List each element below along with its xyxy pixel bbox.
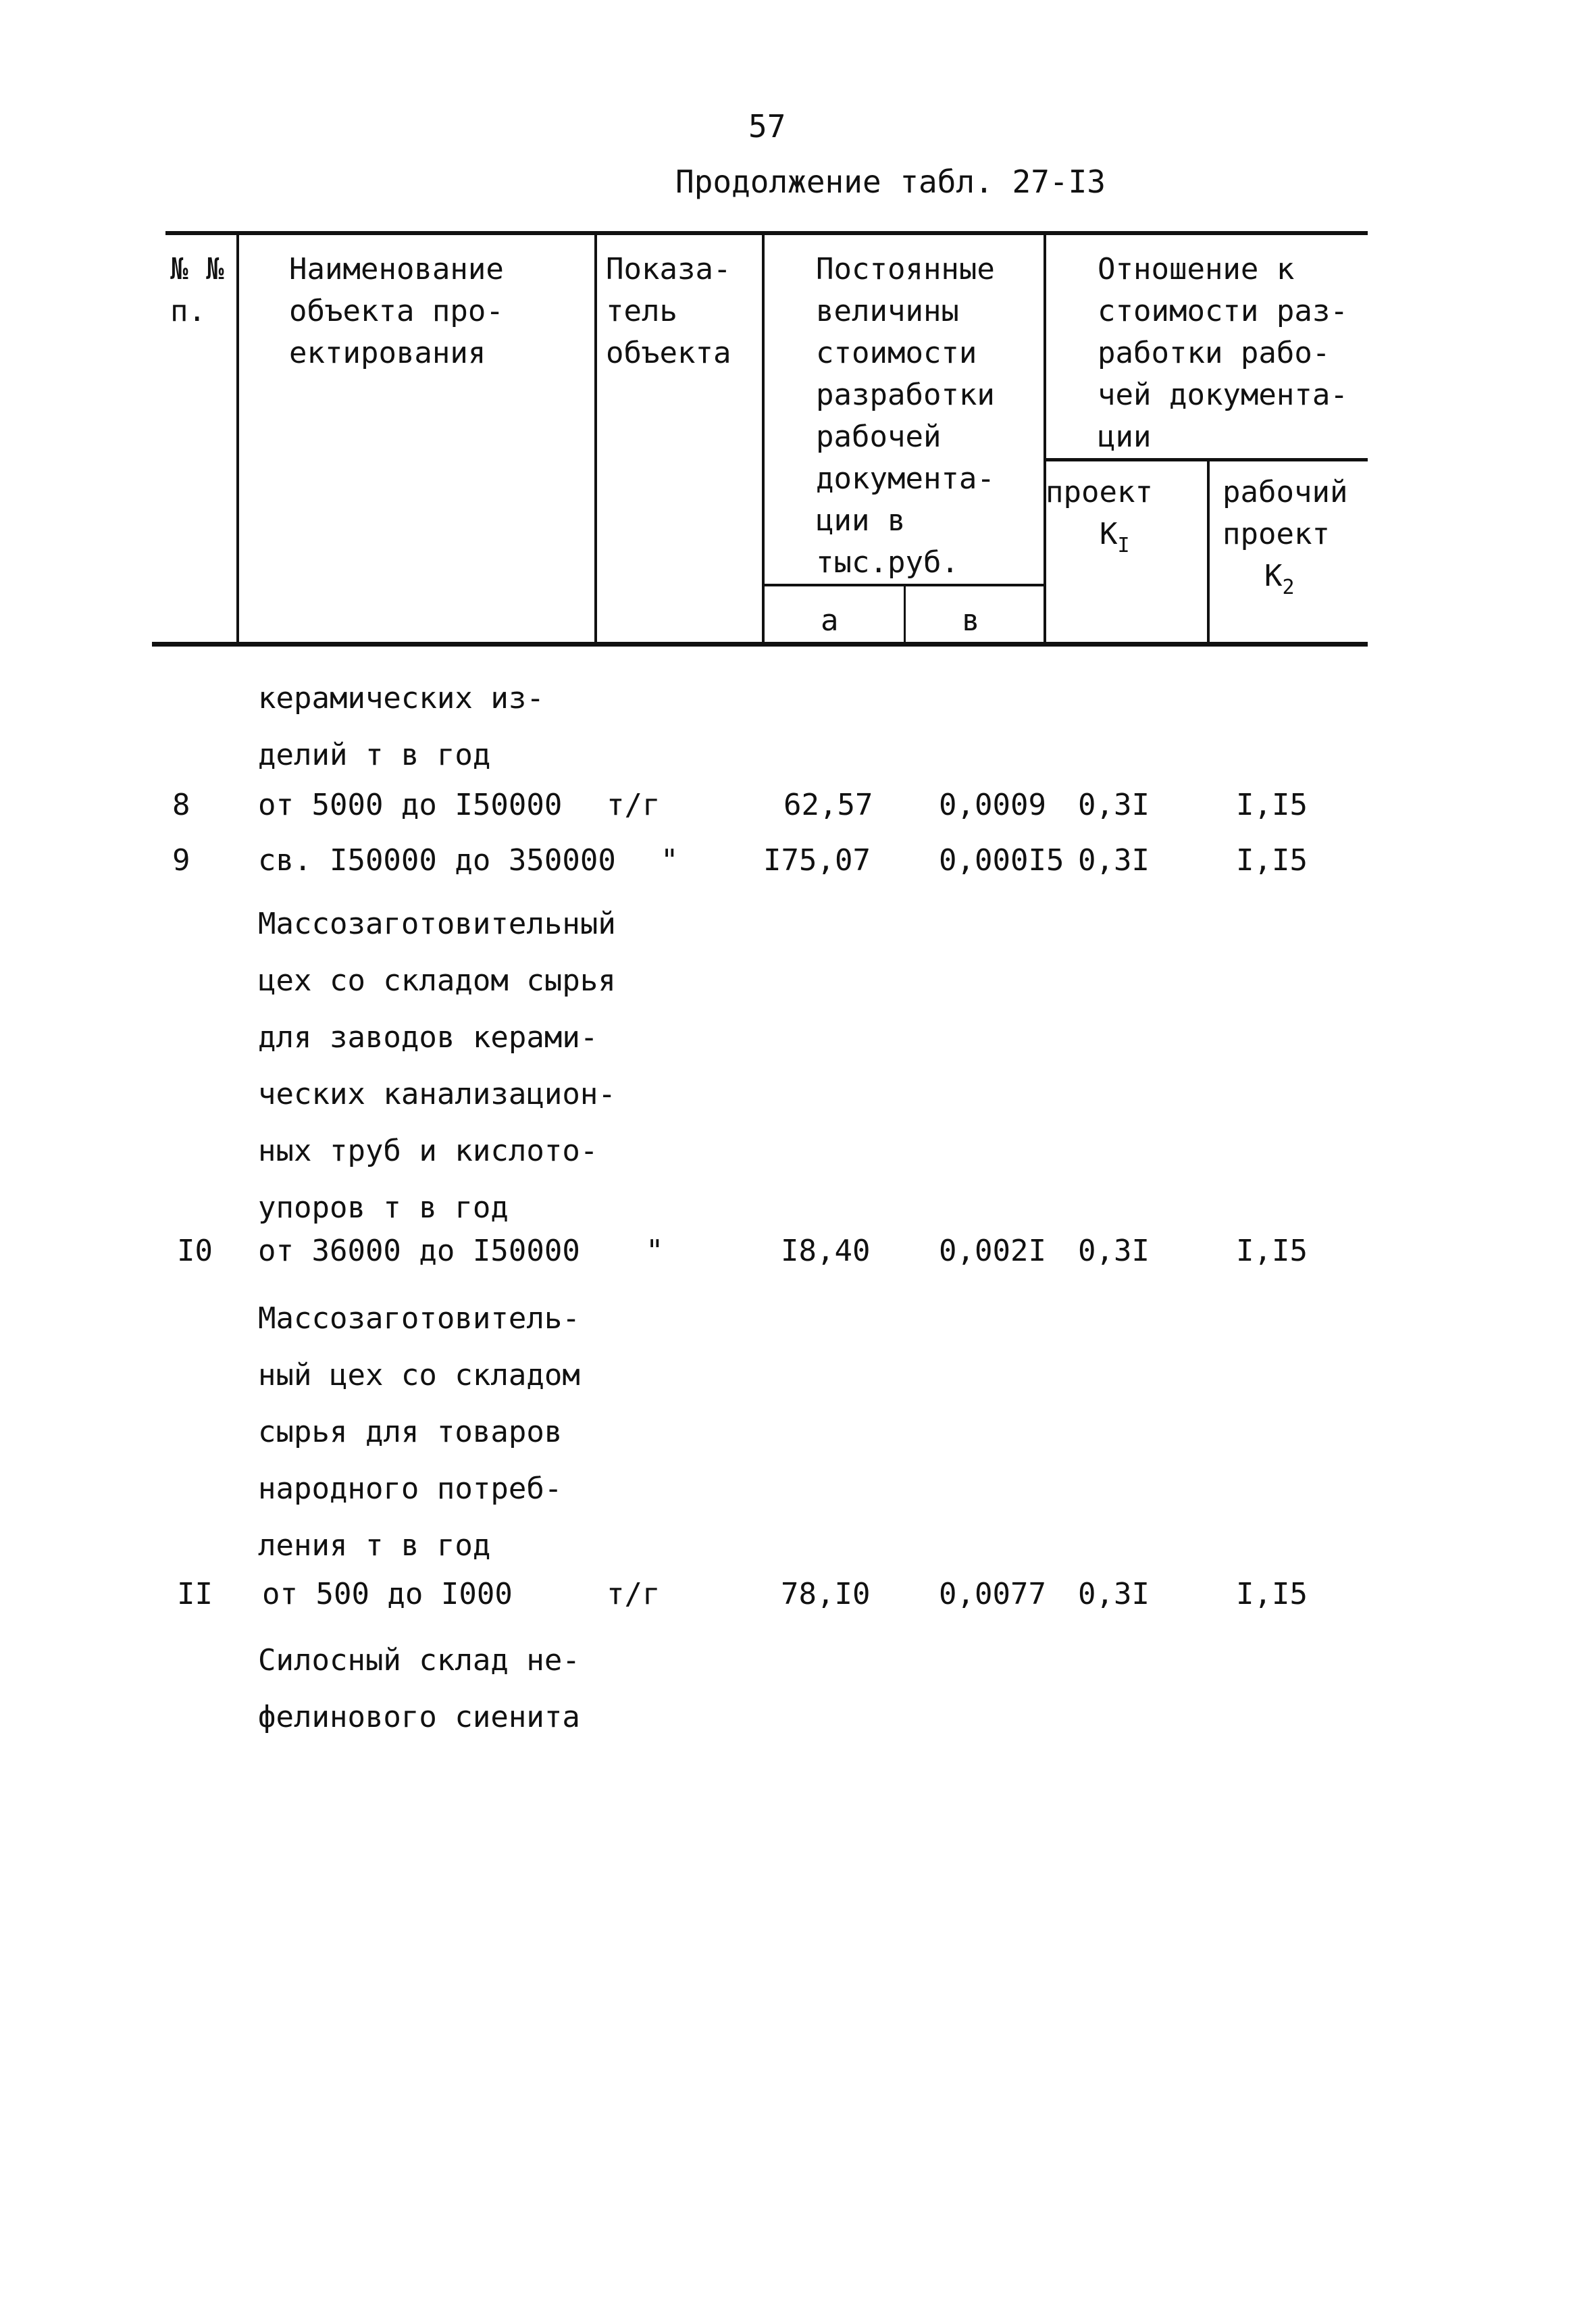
row-unit: " bbox=[661, 843, 679, 878]
row-value-k1: 0,3I bbox=[1078, 1577, 1150, 1611]
row-range: от 5000 до I50000 bbox=[258, 788, 563, 822]
header-col-ratio: Отношение к стоимости раз- работки рабо- чей документа- ции bbox=[1098, 252, 1348, 454]
row-value-a: 62,57 bbox=[783, 788, 873, 822]
col-divider-2 bbox=[594, 231, 597, 645]
col-divider-4 bbox=[1044, 231, 1046, 645]
row-value-k2: I,I5 bbox=[1236, 788, 1308, 822]
row-value-a: I75,07 bbox=[763, 843, 871, 878]
row-value-k2: I,I5 bbox=[1236, 843, 1308, 878]
header-col-number: № № п. bbox=[170, 252, 224, 328]
row-unit: т/г bbox=[607, 1577, 661, 1611]
row-number: 8 bbox=[172, 788, 190, 822]
row-number: I0 bbox=[177, 1234, 213, 1268]
row-value-b: 0,0077 bbox=[939, 1577, 1046, 1611]
table-continuation-title: Продолжение табл. 27-I3 bbox=[675, 164, 1106, 200]
row-value-k1: 0,3I bbox=[1078, 843, 1150, 878]
row-value-b: 0,0009 bbox=[939, 788, 1046, 822]
header-col-working-project: рабочий проект $K_2$ bbox=[1222, 475, 1348, 599]
col-divider-3 bbox=[762, 231, 765, 645]
col-divider-5 bbox=[904, 585, 906, 645]
row-value-k1: 0,3I bbox=[1078, 788, 1150, 822]
header-col-constants: Постоянные величины стоимости разработки рабочей документа- ции в тыс.руб. bbox=[816, 252, 995, 580]
row-value-b: 0,000I5 bbox=[939, 843, 1064, 878]
row-number: 9 bbox=[172, 843, 190, 878]
col-divider-6 bbox=[1207, 459, 1210, 645]
header-col-name: Наименование объекта про- ектирования bbox=[289, 252, 504, 370]
row-unit: " bbox=[646, 1234, 664, 1268]
header-col-project: проект $K_I$ bbox=[1046, 475, 1153, 557]
row-value-k2: I,I5 bbox=[1236, 1234, 1308, 1268]
col-divider-1 bbox=[236, 231, 239, 645]
row-value-k1: 0,3I bbox=[1078, 1234, 1150, 1268]
row-description: Массозаготовительный цех со складом сырья для заводов керами- ческих канализацион- ных труб и кислото- упоров т в год bbox=[258, 907, 616, 1225]
header-col-constants-a: а bbox=[821, 603, 839, 638]
row-range: св. I50000 до 350000 bbox=[258, 843, 616, 878]
header-top-rule bbox=[165, 231, 1368, 235]
row-description: Силосный склад не- фелинового сиенита bbox=[258, 1643, 580, 1734]
page-number: 57 bbox=[748, 108, 786, 145]
row-description: керамических из- делий т в год bbox=[258, 681, 544, 772]
row-value-a: I8,40 bbox=[781, 1234, 871, 1268]
row-value-k2: I,I5 bbox=[1236, 1577, 1308, 1611]
header-col-indicator: Показа- тель объекта bbox=[606, 252, 731, 370]
header-col-constants-b: в bbox=[962, 603, 980, 638]
row-description: Массозаготовитель- ный цех со складом сырья для товаров народного потреб- ления т в год bbox=[258, 1301, 580, 1563]
header-bottom-rule bbox=[152, 642, 1368, 647]
row-value-b: 0,002I bbox=[939, 1234, 1046, 1268]
row-unit: т/г bbox=[607, 788, 661, 822]
row-value-a: 78,I0 bbox=[781, 1577, 871, 1611]
row-range: от 36000 до I50000 bbox=[258, 1234, 580, 1268]
row-number: II bbox=[177, 1577, 213, 1611]
row-range: от 500 до I000 bbox=[262, 1577, 513, 1611]
